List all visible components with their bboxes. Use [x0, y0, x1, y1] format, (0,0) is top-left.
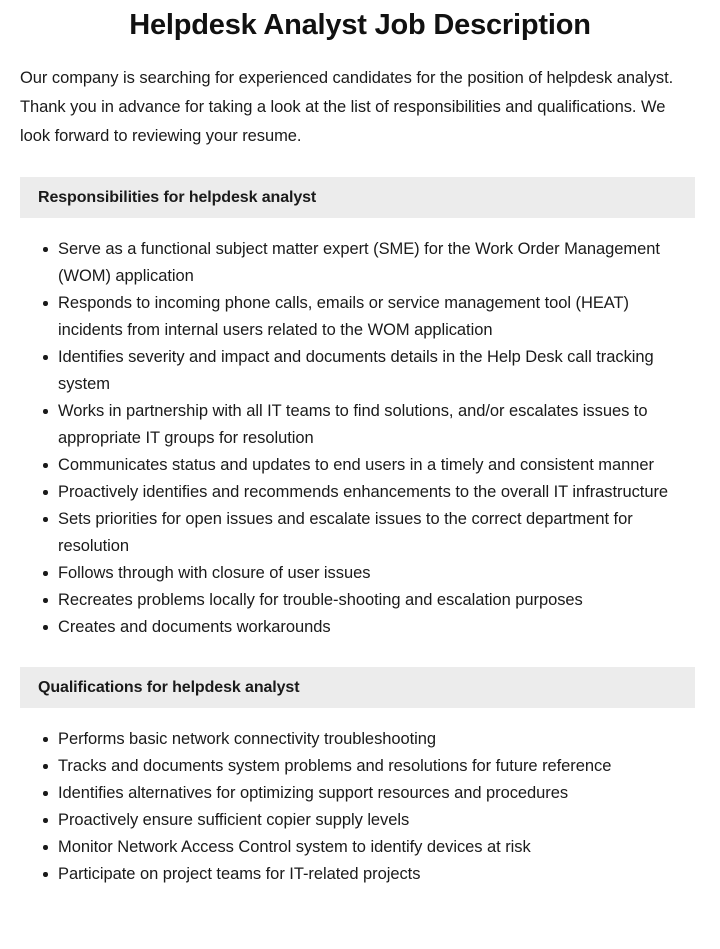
list-item: [20, 726, 695, 753]
list-item: [20, 506, 695, 560]
list-item: [20, 834, 695, 861]
section-heading-responsibilities: Responsibilities for helpdesk analyst: [38, 189, 317, 206]
list-item: [20, 560, 695, 587]
list-item-text: Proactively ensure sufficient copier supply levels: [58, 811, 410, 829]
section-qualifications: [0, 667, 720, 888]
list-item-text: Sets priorities for open issues and escalate issues to the correct department for resolution: [58, 510, 633, 555]
list-item-text: Proactively identifies and recommends enhancements to the overall IT infrastructure: [58, 483, 669, 501]
section-heading-qualifications: Qualifications for helpdesk analyst: [38, 679, 300, 696]
list-item-text: Tracks and documents system problems and resolutions for future reference: [58, 757, 612, 775]
list-item: [20, 398, 695, 452]
list-item-text: Works in partnership with all IT teams to find solutions, and/or escalates issues to appropriate IT groups for resolution: [58, 402, 648, 447]
intro-paragraph: Our company is searching for experienced candidates for the position of helpdesk analyst. Thank you in advance for taking a look at the list of responsibilities and qualifications. We look forward to reviewing your resume.: [20, 69, 674, 145]
section-responsibilities: [0, 177, 720, 641]
section-header-bar-qualifications: [20, 667, 695, 708]
list-item-text: Communicates status and updates to end users in a timely and consistent manner: [58, 456, 654, 474]
list-item-text: Identifies severity and impact and documents details in the Help Desk call tracking system: [58, 348, 654, 393]
list-item: [20, 861, 695, 888]
list-item: [20, 479, 695, 506]
list-item-text: Follows through with closure of user issues: [58, 564, 371, 582]
list-item: [20, 614, 695, 641]
list-item: [20, 344, 695, 398]
page-title: Helpdesk Analyst Job Description: [129, 9, 591, 41]
list-item-text: Responds to incoming phone calls, emails or service management tool (HEAT) incidents from internal users related to the WOM application: [58, 294, 630, 339]
list-item: [20, 587, 695, 614]
list-item-text: Participate on project teams for IT-related projects: [58, 865, 421, 883]
list-item: [20, 780, 695, 807]
list-item-text: Identifies alternatives for optimizing support resources and procedures: [58, 784, 569, 802]
list-item: [20, 807, 695, 834]
list-item-text: Performs basic network connectivity troubleshooting: [58, 730, 437, 748]
list-item: [20, 452, 695, 479]
responsibilities-list: [0, 218, 720, 641]
qualifications-list: [0, 708, 720, 888]
list-item: [20, 290, 695, 344]
list-item-text: Creates and documents workarounds: [58, 618, 331, 636]
list-item-text: Monitor Network Access Control system to identify devices at risk: [58, 838, 531, 856]
list-item-text: Recreates problems locally for trouble-shooting and escalation purposes: [58, 591, 583, 609]
section-header-bar-responsibilities: [20, 177, 695, 218]
list-item-text: Serve as a functional subject matter expert (SME) for the Work Order Management (WOM) application: [58, 240, 660, 285]
list-item: [20, 753, 695, 780]
list-item: [20, 236, 695, 290]
